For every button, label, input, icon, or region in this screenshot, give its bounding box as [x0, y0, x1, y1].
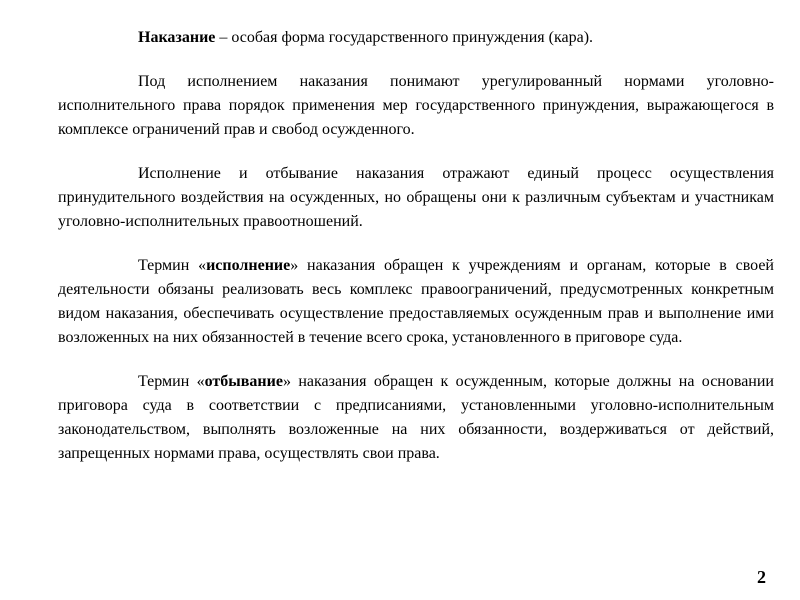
term-ispolnenie-after: » наказания обращен к учреждениям и органам, которые в своей деятельности обязаны реализовать весь комплекс правоограничений, предусмотренных конкретным видом наказания, обеспечивать осуществление предоставляемых осужденным прав и выполнение ими возложенных на них обязанностей в течение всего срока, установленного в приговоре суда.	[58, 257, 774, 346]
page-number: 2	[757, 567, 766, 587]
term-otbyvanie-after: » наказания обращен к осужденным, которые должны на основании приговора суда в соответствии с предписаниями, установленными уголовно-исполнительным законодательством, выполнять возложенные на них обязанности, воздерживаться от действий, запрещенных нормами права, осуществлять свои права.	[58, 373, 774, 462]
unified-process-text: Исполнение и отбывание наказания отражают единый процесс осуществления принудительного воздействия на осужденных, но обращены они к различным субъектам и участникам уголовно-исполнительных правоотношений.	[58, 165, 774, 230]
paragraph-unified-process	[58, 162, 774, 234]
slide-content	[58, 26, 774, 486]
term-otbyvanie-before: Термин «	[138, 373, 205, 390]
term-nakazanie: Наказание	[138, 29, 216, 46]
term-ispolnenie: исполнение	[206, 257, 291, 274]
term-ispolnenie-before: Термин «	[138, 257, 207, 274]
paragraph-term-ispolnenie	[58, 254, 774, 350]
paragraph-definition	[58, 26, 774, 50]
term-otbyvanie: отбывание	[204, 373, 283, 390]
paragraph-execution-definition	[58, 70, 774, 142]
execution-definition-text: Под исполнением наказания понимают урегулированный нормами уголовно-исполнительного права порядок применения мер государственного принуждения, выражающегося в комплексе ограничений прав и свобод осужденного.	[58, 73, 774, 138]
paragraph-term-otbyvanie	[58, 370, 774, 466]
definition-text: – особая форма государственного принуждения (кара).	[215, 29, 594, 46]
